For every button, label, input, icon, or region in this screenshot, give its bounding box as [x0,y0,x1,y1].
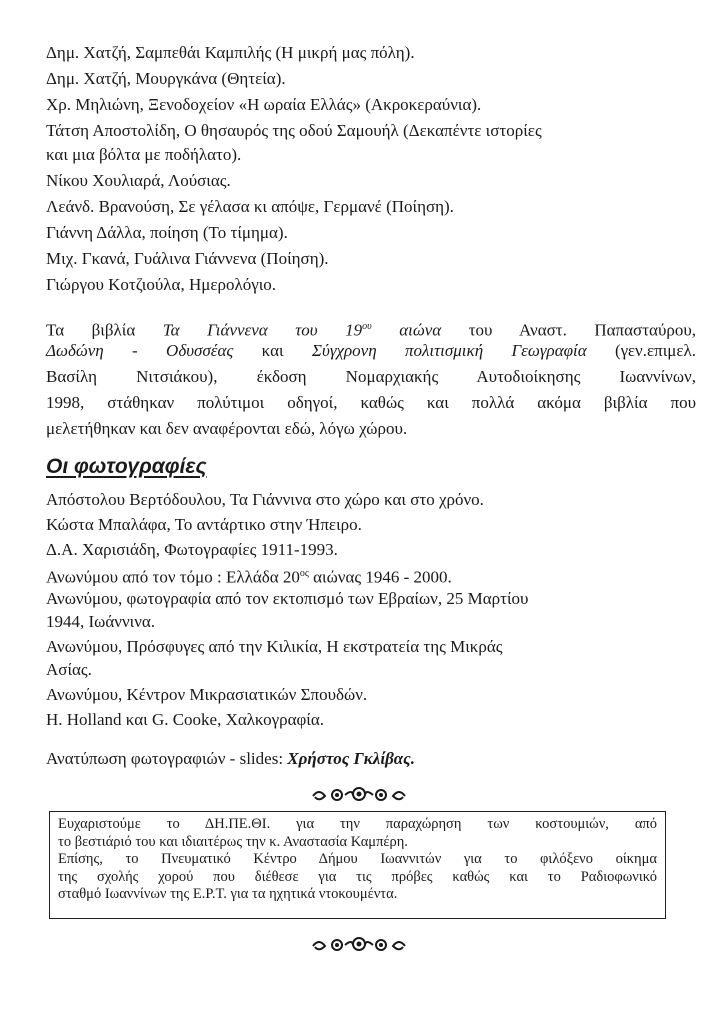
photo-entry: H. Holland και G. Cooke, Χαλκογραφία. [46,710,325,729]
bib-entry: Γιάννη Δάλλα, ποίηση (Το τίμημα). [46,223,288,242]
bib-entry: Γιώργου Κοτζιούλα, Ημερολόγιο. [46,275,277,294]
bib-entry: Δημ. Χατζή, Σαμπεθάι Καμπιλής (Η μικρή μας πόλη). [46,43,415,62]
books-paragraph [46,317,696,439]
bib-entry: και μια βόλτα με ποδήλατο). [46,145,242,164]
bib-entry: Δημ. Χατζή, Μουργκάνα (Θητεία). [46,69,286,88]
acknowledgement-line: Επίσης, το Πνευματικό Κέντρο Δήμου Ιωαννιτών για το φιλόξενο οίκημα [58,851,657,867]
photo-entry: Ανωνύμου, Πρόσφυγες από την Κιλικία, Η εκστρατεία της Μικράς [46,637,503,656]
photos-heading: Οι φωτογραφίες [46,455,207,478]
photo-entry: Απόστολου Βερτόδουλου, Τα Γιάννινα στο χώρο και στο χρόνο. [46,490,484,509]
paragraph-line: μελετήθηκαν και δεν αναφέρονται εδώ, λόγω χώρου. [46,418,408,438]
acknowledgement-line: της σχολής χορού που διέθεσε για τις πρόβες καθώς και το Ραδιοφωνικό [58,868,657,885]
paragraph-line: Βασίλη Νιτσιάκου), έκδοση Νομαρχιακής Αυτοδιοίκησης Ιωαννίνων, [46,366,696,386]
bib-entry: Νίκου Χουλιαρά, Λούσιας. [46,171,231,190]
bib-entry: Τάτση Αποστολίδη, Ο θησαυρός της οδού Σαμουήλ (Δεκαπέντε ιστορίες [46,121,542,140]
photo-entry: Ανωνύμου από τον τόμο : Ελλάδα $20^{o\varsigma}$ αιώνας 1946 - 2000. [46,567,452,587]
acknowledgements-box [49,811,666,919]
ornament-icon [309,784,409,806]
paragraph-line: Τα βιβλία Τα Γιάννενα του $19^{o\upsilon}$ αιώνα του Αναστ. Παπασταύρου, [46,320,697,340]
slides-credit-name: Χρήστος Γκλίβας. [287,749,416,768]
paragraph-line: 1998, στάθηκαν πολύτιμοι οδηγοί, καθώς και πολλά ακόμα βιβλία που [46,392,696,412]
photo-entry: Δ.Α. Χαρισιάδη, Φωτογραφίες 1911-1993. [46,540,338,559]
acknowledgement-line: Ευχαριστούμε το ΔΗ.ΠΕ.ΘΙ. για την παραχώρηση των κοστουμιών, από [58,816,657,832]
bib-entry: Χρ. Μηλιώνη, Ξενοδοχείον «Η ωραία Ελλάς» (Ακροκεραύνια). [46,95,482,114]
acknowledgement-line: το βεστιάριό του και ιδιαιτέρως την κ. Αναστασία Καμπέρη. [58,833,408,850]
photo-entry: Ασίας. [46,660,92,679]
photo-entry: Ανωνύμου, Κέντρον Μικρασιατικών Σπουδών. [46,685,368,704]
photo-entry: Κώστα Μπαλάφα, Το αντάρτικο στην Ήπειρο. [46,515,362,534]
slides-credit: Ανατύπωση φωτογραφιών - slides: Χρήστος Γκλίβας. [46,749,416,768]
bib-entry: Μιχ. Γκανά, Γυάλινα Γιάννενα (Ποίηση). [46,249,329,268]
bib-entry: Λεάνδ. Βρανούση, Σε γέλασα κι απόψε, Γερμανέ (Ποίηση). [46,197,454,216]
paragraph-line: Δωδώνη - Οδυσσέας και Σύγχρονη πολιτισμική Γεωγραφία (γεν.επιμελ. [46,340,697,360]
ornament-icon [309,934,409,956]
photo-entry: Ανωνύμου, φωτογραφία από τον εκτοπισμό των Εβραίων, 25 Μαρτίου [46,589,529,608]
photo-entry: 1944, Ιωάννινα. [46,612,156,631]
acknowledgement-line: σταθμό Ιωαννίνων της Ε.Ρ.Τ. για τα ηχητικά ντοκουμέντα. [58,886,398,902]
